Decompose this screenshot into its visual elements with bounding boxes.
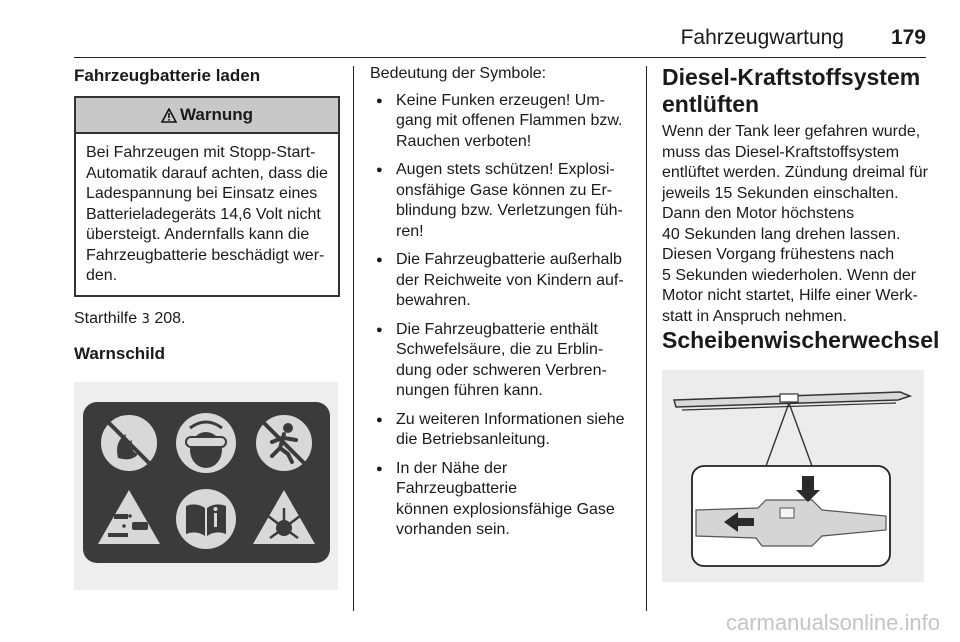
warning-line: den. [86, 267, 118, 284]
right-column [662, 64, 940, 582]
page-header [74, 26, 926, 56]
battery-warning-label-image [74, 382, 338, 590]
warning-header [76, 98, 338, 134]
list-item [370, 250, 632, 312]
warning-line: Automatik darauf achten, dass die [86, 164, 328, 182]
column-divider-1 [353, 66, 354, 611]
list-item-line: vorhanden sein. [396, 521, 510, 538]
list-item-line: Schwefelsäure, die zu Erblin- [396, 341, 604, 358]
list-item-line: ● Die Fahrzeugbatterie enthält [396, 320, 598, 338]
text-line: statt in Anspruch nehmen. [662, 307, 847, 325]
text-line: muss das Diesel-Kraftstoffsystem [662, 143, 900, 161]
list-item-line: dung oder schweren Verbren- [396, 361, 607, 379]
list-item-line: ● Augen stets schützen! Explosi- [396, 161, 615, 178]
list-item-line: die Betriebsanleitung. [396, 431, 550, 448]
list-item [370, 320, 632, 402]
text-line: 40 Sekunden lang drehen lassen. [662, 225, 901, 243]
eye-protection-icon [176, 413, 236, 473]
page-number: 179 [890, 26, 926, 49]
list-item-line: ● In der Nähe der Fahrzeugbatterie [396, 459, 517, 497]
column-divider-2 [646, 66, 647, 611]
warning-line: übersteigt. Andernfalls kann die [86, 226, 310, 243]
list-item-line: können explosionsfähige Gase [396, 500, 615, 518]
list-item-line: gang mit offenen Flammen bzw. [396, 112, 623, 129]
list-item-line: Rauchen verboten! [396, 132, 532, 150]
diesel-bleed-heading [662, 64, 928, 118]
symbol-list [370, 91, 632, 541]
jump-start-reference[interactable] [74, 309, 340, 331]
wiper-detail-inset [692, 466, 890, 566]
list-item-line: ● Zu weiteren Informationen siehe [396, 410, 625, 428]
text-line: entlüftet werden. Zündung dreimal für [662, 164, 928, 181]
middle-column [370, 64, 632, 549]
warning-triangle-icon [161, 108, 177, 123]
warning-label-heading: Warnschild [74, 344, 165, 363]
warning-text [76, 134, 338, 295]
text-line: Dann den Motor höchstens [662, 205, 855, 222]
read-manual-icon [176, 489, 236, 549]
list-item [370, 160, 632, 242]
list-item-line: blindung bzw. Verletzungen füh- [396, 202, 623, 219]
page-ref-arrow-icon: 3 [141, 311, 150, 327]
text-line: 5 Sekunden wiederholen. Wenn der [662, 266, 917, 284]
heading-line: Diesel-Kraftstoffsystem [662, 64, 921, 90]
warning-box [74, 96, 340, 297]
text-line: Motor nicht startet, Hilfe einer Werk- [662, 287, 918, 304]
warning-line: Ladespannung bei Einsatz eines [86, 185, 318, 202]
list-item-line: ren! [396, 222, 424, 240]
warning-line: Fahrzeugbatterie beschädigt wer- [86, 246, 325, 264]
diesel-bleed-text [662, 122, 928, 327]
list-item-line: ● Die Fahrzeugbatterie außerhalb [396, 251, 622, 268]
text-line: Wenn der Tank leer gefahren wurde, [662, 123, 921, 140]
wiper-blade-icon [674, 392, 910, 466]
list-item-line: ● Keine Funken erzeugen! Um- [396, 91, 605, 109]
no-flames-icon [99, 413, 159, 473]
list-item-line: der Reichweite von Kindern auf- [396, 271, 624, 289]
list-item [370, 459, 632, 541]
heading-line: entlüften [662, 91, 760, 117]
watermark: carmanualsonline.info [725, 610, 940, 635]
text-line: Diesen Vorgang frühestens nach [662, 246, 895, 263]
warning-line: Batterieladegeräts 14,6 Volt nicht [86, 205, 321, 223]
text-line: jeweils 15 Sekunden einschalten. [662, 184, 899, 202]
keep-away-children-icon [254, 413, 314, 473]
list-item [370, 410, 632, 451]
left-column [74, 64, 340, 590]
list-item [370, 91, 632, 153]
wiper-replacement-heading: Scheibenwischerwechsel [662, 327, 940, 353]
list-item-line: nungen führen kann. [396, 382, 543, 399]
battery-charging-heading: Fahrzeugbatterie laden [74, 66, 261, 85]
wiper-blade-illustration [662, 370, 924, 582]
reference-text: Starthilfe [74, 309, 138, 327]
header-rule [74, 57, 926, 58]
list-item-line: onsfähige Gase können zu Er- [396, 181, 613, 199]
reference-page: 208. [154, 309, 186, 327]
list-item-line: bewahren. [396, 292, 471, 309]
warning-line: Bei Fahrzeugen mit Stopp-Start- [86, 144, 316, 161]
warning-title: Warnung [179, 105, 254, 124]
header-title: Fahrzeugwartung [680, 26, 844, 49]
symbols-intro: Bedeutung der Symbole: [370, 65, 547, 82]
